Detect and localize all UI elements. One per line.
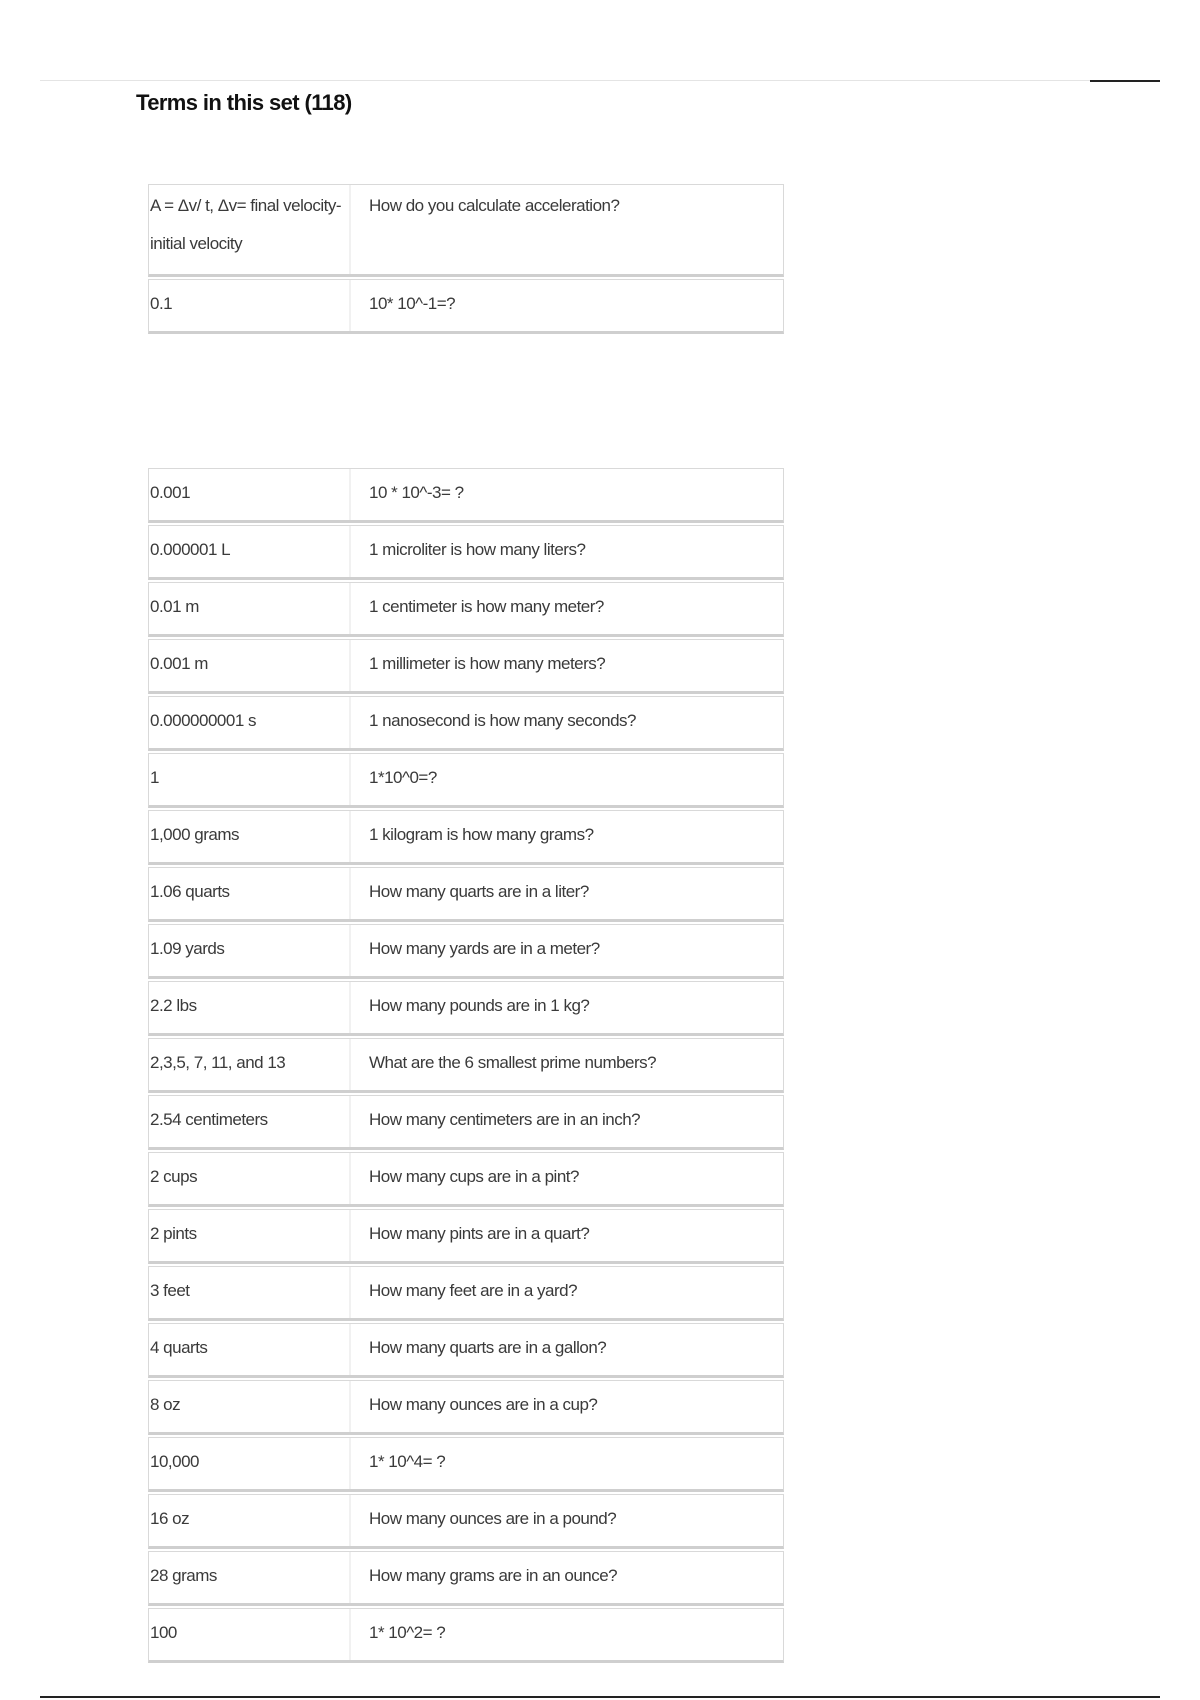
term-cell: 2.2 lbs xyxy=(150,996,197,1015)
term-cell: 3 feet xyxy=(150,1281,190,1300)
definition-cell: 10 * 10^-3= ? xyxy=(349,469,783,520)
term-row xyxy=(148,1209,784,1264)
term-row xyxy=(148,1095,784,1150)
term-row xyxy=(148,1152,784,1207)
definition-cell: How many pounds are in 1 kg? xyxy=(349,982,783,1033)
term-cell: A = Δv/ t, Δv= final velocity- initial velocity xyxy=(150,196,342,253)
term-row xyxy=(148,1551,784,1606)
definition-cell: How many centimeters are in an inch? xyxy=(349,1096,783,1147)
term-cell: 0.01 m xyxy=(150,597,199,616)
term-row xyxy=(148,1380,784,1435)
term-row xyxy=(148,696,784,751)
term-cell: 2,3,5, 7, 11, and 13 xyxy=(150,1053,286,1072)
term-row xyxy=(148,468,784,523)
definition-cell: How many yards are in a meter? xyxy=(349,925,783,976)
definition-cell: How many quarts are in a liter? xyxy=(349,868,783,919)
term-row xyxy=(148,525,784,580)
term-cell: 16 oz xyxy=(150,1509,190,1528)
definition-cell: How many ounces are in a pound? xyxy=(349,1495,783,1546)
definition-cell: How many pints are in a quart? xyxy=(349,1210,783,1261)
term-row xyxy=(148,1323,784,1378)
term-row xyxy=(148,753,784,808)
term-cell: 8 oz xyxy=(150,1395,181,1414)
definition-cell: 10* 10^-1=? xyxy=(349,280,783,331)
definition-cell: How do you calculate acceleration? xyxy=(349,185,783,274)
term-row xyxy=(148,1038,784,1093)
term-row xyxy=(148,981,784,1036)
definition-cell: 1* 10^2= ? xyxy=(349,1609,783,1660)
definition-cell: 1 centimeter is how many meter? xyxy=(349,583,783,634)
term-row xyxy=(148,1437,784,1492)
term-cell: 2.54 centimeters xyxy=(150,1110,268,1129)
top-divider xyxy=(40,80,1160,81)
term-cell: 4 quarts xyxy=(150,1338,208,1357)
definition-cell: How many cups are in a pint? xyxy=(349,1153,783,1204)
term-cell: 2 pints xyxy=(150,1224,197,1243)
term-cell: 0.000001 L xyxy=(150,540,231,559)
term-row xyxy=(148,279,784,334)
term-cell: 1.09 yards xyxy=(150,939,225,958)
definition-cell: 1 kilogram is how many grams? xyxy=(349,811,783,862)
term-row xyxy=(148,810,784,865)
definition-cell: 1 nanosecond is how many seconds? xyxy=(349,697,783,748)
section-title: Terms in this set (118) xyxy=(136,90,352,115)
term-row xyxy=(148,924,784,979)
bottom-divider xyxy=(40,1696,1160,1698)
term-row xyxy=(148,867,784,922)
definition-cell: How many quarts are in a gallon? xyxy=(349,1324,783,1375)
term-cell: 100 xyxy=(150,1623,177,1642)
term-cell: 0.000000001 s xyxy=(150,711,256,730)
term-cell: 0.1 xyxy=(150,294,173,313)
term-cell: 1.06 quarts xyxy=(150,882,230,901)
definition-cell: What are the 6 smallest prime numbers? xyxy=(349,1039,783,1090)
definition-cell: 1 microliter is how many liters? xyxy=(349,526,783,577)
definition-cell: 1*10^0=? xyxy=(349,754,783,805)
term-cell: 0.001 xyxy=(150,483,191,502)
term-row xyxy=(148,1266,784,1321)
term-cell: 1,000 grams xyxy=(150,825,239,844)
term-row xyxy=(148,639,784,694)
definition-cell: 1 millimeter is how many meters? xyxy=(349,640,783,691)
top-divider-accent xyxy=(1090,80,1160,82)
term-cell: 2 cups xyxy=(150,1167,198,1186)
term-row xyxy=(148,1494,784,1549)
term-row xyxy=(148,184,784,277)
term-cell: 0.001 m xyxy=(150,654,208,673)
terms-table-group-2 xyxy=(148,468,784,1665)
term-row xyxy=(148,582,784,637)
definition-cell: How many grams are in an ounce? xyxy=(349,1552,783,1603)
definition-cell: How many feet are in a yard? xyxy=(349,1267,783,1318)
terms-table-group-1 xyxy=(148,184,784,336)
term-cell: 10,000 xyxy=(150,1452,199,1471)
term-cell: 1 xyxy=(150,768,159,787)
term-row xyxy=(148,1608,784,1663)
term-cell: 28 grams xyxy=(150,1566,217,1585)
definition-cell: How many ounces are in a cup? xyxy=(349,1381,783,1432)
definition-cell: 1* 10^4= ? xyxy=(349,1438,783,1489)
